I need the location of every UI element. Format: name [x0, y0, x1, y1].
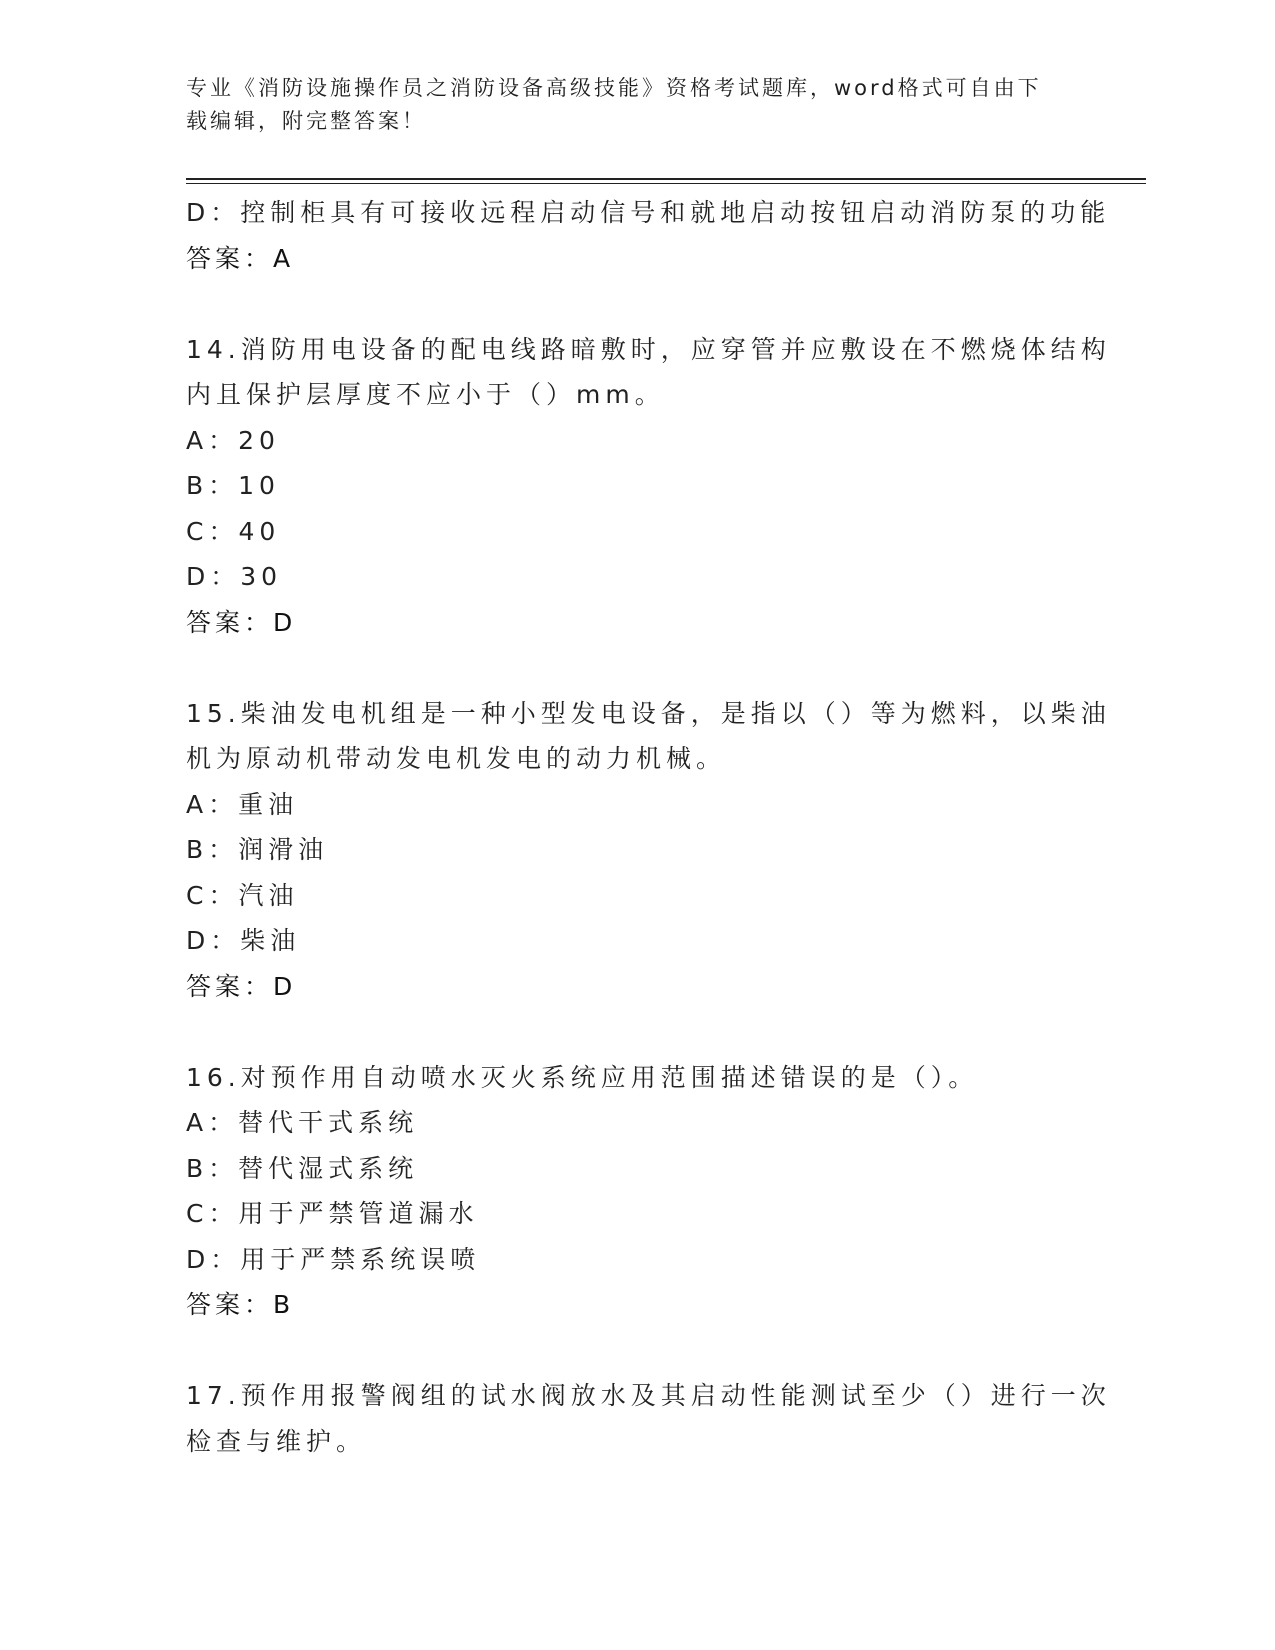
spacer: [186, 281, 1086, 327]
question-14-option-c: C：40: [186, 516, 281, 546]
question-16-option-c: C：用于严禁管道漏水: [186, 1199, 479, 1228]
spacer: [186, 1009, 1086, 1055]
answer-value: A: [273, 243, 293, 273]
header-line-2: 载编辑，附完整答案！: [186, 109, 426, 133]
answer-label: 答案：: [186, 243, 274, 273]
question-13-answer: [186, 236, 1086, 282]
answer-label: 答案：: [186, 607, 274, 637]
question-14-option-d: D：30: [186, 562, 283, 591]
header-line-1: 专业《消防设施操作员之消防设备高级技能》资格考试题库，word格式可自由下: [186, 76, 1042, 100]
spacer: [186, 645, 1086, 691]
spacer: [186, 1328, 1086, 1374]
question-15-stem-line-1: 15.柴油发电机组是一种小型发电设备，是指以（）等为燃料，以柴油: [186, 698, 1111, 728]
question-16-option-d: D：用于严禁系统误喷: [186, 1244, 481, 1274]
question-16-option-a: A：替代干式系统: [186, 1108, 419, 1137]
question-16-answer: [186, 1282, 1086, 1328]
answer-label: 答案：: [186, 971, 274, 1001]
question-14-option-a: A：20: [186, 425, 280, 455]
document-header: [186, 72, 1066, 138]
question-15-option-c: C：汽油: [186, 880, 299, 910]
answer-value: B: [273, 1290, 293, 1319]
question-14-option-b: B：10: [186, 471, 280, 500]
question-15-option-b: B：润滑油: [186, 835, 329, 864]
answer-value: D: [273, 607, 295, 637]
question-14-stem-line-1: 14.消防用电设备的配电线路暗敷时，应穿管并应敷设在不燃烧体结构: [186, 334, 1111, 364]
answer-value: D: [273, 971, 295, 1001]
question-14-answer: [186, 600, 1086, 646]
answer-label: 答案：: [186, 1290, 274, 1319]
question-14-stem-line-2: 内且保护层厚度不应小于（）mm。: [186, 380, 665, 409]
question-15-option-a: A：重油: [186, 789, 299, 819]
question-17-stem-line-2: 检查与维护。: [186, 1426, 367, 1456]
question-16-option-b: B：替代湿式系统: [186, 1153, 419, 1183]
question-list: [186, 190, 1111, 1464]
header-divider-thin: [186, 183, 1146, 184]
header-divider-thick: [186, 178, 1146, 180]
question-13-option-d: D：控制柜具有可接收远程启动信号和就地启动按钮启动消防泵的功能: [186, 198, 1111, 227]
question-15-answer: [186, 964, 1086, 1010]
question-17-stem-line-1: 17.预作用报警阀组的试水阀放水及其启动性能测试至少（）进行一次: [186, 1381, 1111, 1410]
question-15-option-d: D：柴油: [186, 926, 301, 955]
question-16-stem-line-1: 16.对预作用自动喷水灭火系统应用范围描述错误的是（）。: [186, 1062, 979, 1092]
question-15-stem-line-2: 机为原动机带动发电机发电的动力机械。: [186, 744, 727, 773]
